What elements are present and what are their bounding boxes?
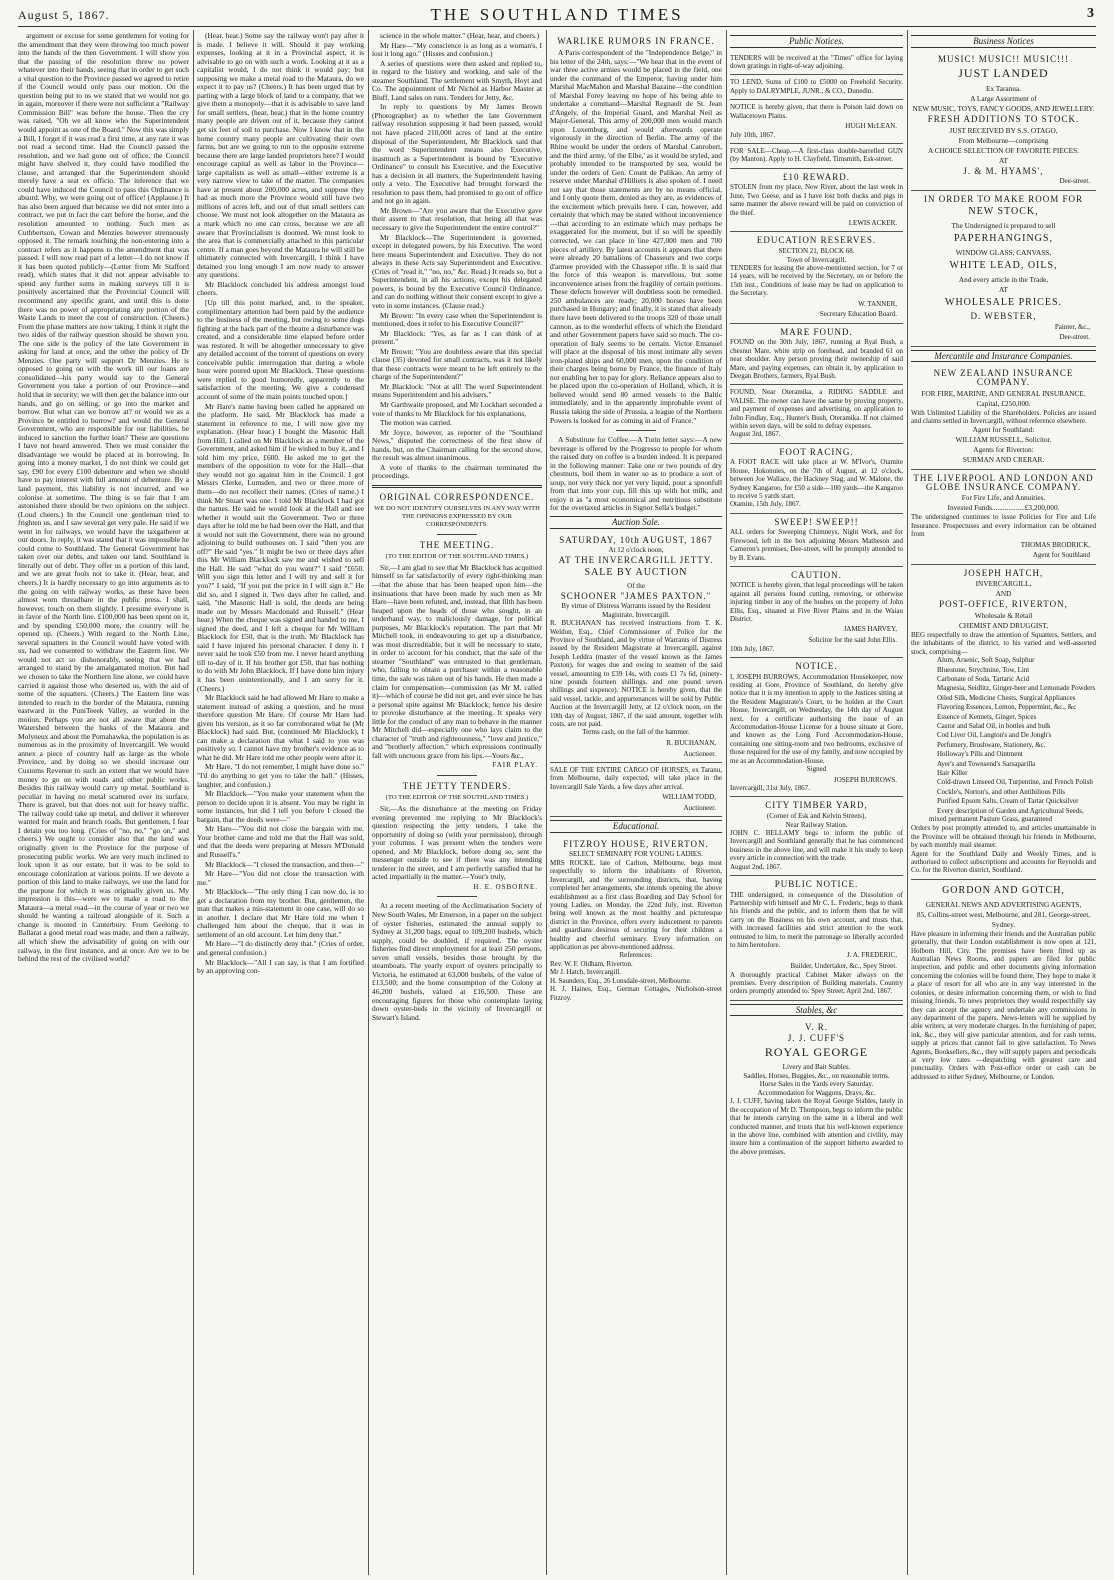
advert-subtitle: SECTION 21, BLOCK 68. xyxy=(778,247,855,256)
news-item: A Substitute for Coffee.—A Turin letter says:—A new beverage is offered by the Progresso to people for whom the raised duty on coffee is a burden indeed. It is prepared in the following manner: Take one or two pounds of dry chestnuts, boil them in water so as to produce a sort of soup, not very thick nor yet very liquid, pour a spoonfull from that into your cup, fill this up with hot milk, and enjoy it as "a most economical and nutritious substitute for the overtaxed articles in Signor Sella's budget." xyxy=(550,435,722,513)
advert-body: Agent for the Southland Daily and Weekly Times, and is authorised to collect subscriptions and accounts for Reynolds and Co. for the Riverton district, Southland. xyxy=(911,849,1096,875)
section-divider xyxy=(372,485,542,488)
advert-subtitle: Livery and Bait Stables. xyxy=(782,1063,851,1072)
article-paragraph: Mr Blacklock concluded his address amongst loud cheers. xyxy=(197,279,364,298)
article-paragraph: Mr Brown: "You are doubtless aware that this special clause (35) devoted for small contracts, was it not likely that these contracts were meant to be left entirely to the charge of the Superintendent?" xyxy=(372,346,542,382)
advert-line: The Undersigned is prepared to sell xyxy=(951,221,1056,231)
reference-item: Mr J. Hatch, Invercargill. xyxy=(550,968,622,977)
advert-title: D. WEBSTER, xyxy=(970,311,1037,322)
article-paragraph: Mr Brown: "In every case when the Superintendent is mentioned, does it refer to his Executive Council?" xyxy=(372,310,542,329)
advert-signature: W. TANNER, xyxy=(858,299,897,308)
article-paragraph: Mr Hare—"You did not close the bargain with me. Your brother came and told me that the Hall was sold, and that the deeds were preparing at Messrs M'Donald and Russell's." xyxy=(197,824,364,859)
advert-signature: Auctioneer. xyxy=(683,803,716,812)
column-2-speech-continued xyxy=(197,32,364,1572)
advert-notice-burrows xyxy=(730,658,903,797)
advert-signature: THOMAS BRODRICK, xyxy=(1020,540,1090,549)
divider xyxy=(616,430,656,431)
advert-signature: Dee-street. xyxy=(1059,333,1090,342)
article-paragraph: Mr Joyce, however, as reporter of the "Southland News," disputed the correctness of the first show of hands, but, on the Chairman calling for the second show, the result was almost unanimous. xyxy=(372,427,542,463)
advert-signature: WILLIAM TODD, xyxy=(662,793,716,802)
advert-title: THE LIVERPOOL AND LONDON AND GLOBE INSURANCE COMPANY. xyxy=(913,473,1094,492)
advert-education-reserves xyxy=(730,232,903,323)
advert-date: Invercargill, 31st July, 1867. xyxy=(730,784,810,793)
section-heading-educational: Educational. xyxy=(550,820,722,833)
advert-body: With Unlimited Liability of the Shareholders. Policies are issued and claims settled in Invercargill, without reference elsewhere. xyxy=(911,408,1096,425)
advert-line: Agent for Southland: xyxy=(972,425,1035,435)
article-paragraph: Mr Blacklock—"The only thing I can now do, is to get a declaration from my brother. But, gentlemen, the man that makes a mis-statement in one case, will do so in another. I declare that Mr Hare told me when I challenged him about the cheque, that it was in settlement of an old account. Let him deny that." xyxy=(197,887,364,939)
advert-joseph-hatch-chemist xyxy=(911,565,1096,880)
advert-title: J. J. CUFF'S xyxy=(787,1032,846,1043)
advert-body: TENDERS will be received at the "Times" office for laying down gratings in right-of-way adjoining. xyxy=(730,53,903,70)
product-item: Ayer's and Townsend's Sarsaparilla xyxy=(937,759,1036,768)
advert-line: By virtue of Distress Warrants issued by the Resident Magistrate, Invercargill. xyxy=(561,602,711,619)
advert-line: INVERCARGILL, xyxy=(975,579,1032,589)
advert-body: FOR SALE—Cheap.—A first-class double-barrelled GUN (by Manton). Apply to H. Clayfield, Timsmith, Esk-street. xyxy=(730,146,903,164)
product-item: Cod Liver Oil, Langton's and De Jongh's xyxy=(937,731,1052,740)
article-paragraph: Mr Blacklock said he had allowed Mr Hare to make a statement instead of asking a question, and he must therefore question Mr Hare. Of course Mr Hare had given his version, as it so far corroborated what he (Mr Blacklock) had said. But, (continued Mr Blacklock), I can make a declaration that what I said to you was positively so. I cannot have my brother's evidence as to what he did. Mr Hare told me other people were after it. xyxy=(197,693,364,762)
advert-subtitle: FOR FIRE, MARINE, AND GENERAL INSURANCE. xyxy=(921,388,1086,398)
advert-line: Ex Taranua. xyxy=(985,84,1021,94)
advert-line: At 12 o'clock noon, xyxy=(608,546,664,555)
letter-body: Sir,—As the disturbance at the meeting on Friday evening prevented me replying to Mr Blacklock's question respecting the jetty tenders, I take the opportunity of doing so (with your permission), through your columns. I was present when the tenders were opened, and Mr Blacklock, before doing so, sent the messenger outside to see if there was any intending tenderer in the street, and I am perfectly satisfied that he acted impartially in the matter.—Your's truly, xyxy=(372,804,542,882)
advert-auction-schooner xyxy=(550,532,722,764)
advert-title: PAPERHANGINGS, xyxy=(954,233,1053,245)
column-rule xyxy=(193,30,194,1575)
advert-date: Otamite, 15th July, 1867. xyxy=(730,500,801,509)
advert-line: Agents for Riverton: xyxy=(973,445,1034,455)
advert-title: PUBLIC NOTICE. xyxy=(774,879,859,890)
product-item: Cold-drawn Linseed Oil, Turpentine, and French Polish xyxy=(937,778,1093,787)
product-item: Carbonate of Soda, Tartaric Acid xyxy=(937,674,1030,683)
advert-body: A FOOT RACE will take place at W. M'Ivor's, Otamite House, Hokonuies, on the 7th of August, at 12 o'clock, between Joe Wallace, the Hackney Stag, and W. Malone, the Sydney Kangaroo, for £50 a side—100 yards—the Kangaroo to receive 5 yards start. xyxy=(730,458,903,500)
advert-title: SWEEP! SWEEP!! xyxy=(774,516,859,527)
advert-body: JOHN C. BELLAMY begs to inform the public of Invercargill and Southland generally that he has commenced business in the above line, and will make it his study to keep every article in connection with the trade. xyxy=(730,829,903,863)
advert-title: NEW STOCK, xyxy=(968,206,1039,218)
article-paragraph: A series of questions were then asked and replied to, in regard to the history and working, and sale of the steamer Southland. The settlement with Smyth, Hoyt and Co. The appointment of Mr Nichol as Harbor Master at Bluff. Land sales on runs. Tenders for Jetty, &c. xyxy=(372,58,542,102)
column-4 xyxy=(550,32,722,1572)
article-paragraph: Mr Hare, "I do not remember, I might have done so." "I'd do anything to get you to take the hall." (Hisses, laughter, and confusion.) xyxy=(197,762,364,789)
advert-signature: Solicitor for the said John Ellis. xyxy=(808,636,897,645)
article-paragraph: Mr Hare—"My conscience is as long as a woman's, I lost it long ago." (Hisses and confusion.) xyxy=(372,40,542,59)
advert-line: SURMAN AND CRERAR. xyxy=(962,455,1045,465)
advert-line: Town of Invercargill. xyxy=(786,255,847,264)
product-item: Magnesia, Seidlitz, Ginger-beer and Lemonade Powders xyxy=(937,684,1096,693)
advert-body: J. J. CUFF, having taken the Royal George Stables, lately in the occupation of Mr D. Thompson, begs to inform the public that he intends carrying on the same in a liberal and well conducted manner, and trusts that his well-known experience in the above line, combined with attention and civility, may insure him a continuation of the support hitherto awarded to the above premises. xyxy=(730,1097,903,1156)
advert-line: AND xyxy=(995,589,1012,599)
advert-title: JUST LANDED xyxy=(958,66,1049,81)
advert-line: A Large Assortment of xyxy=(970,94,1037,104)
product-item: Every description of Garden and Agricultural Seeds, mixed permanent Pasture Grass, guaranteed xyxy=(929,806,1084,823)
advert-signature: Builder, Undertaker, &c., Spey Street. xyxy=(790,961,897,970)
letter-addressee: (TO THE EDITOR OF THE SOUTHLAND TIMES.) xyxy=(385,794,529,802)
advert-gun-for-sale xyxy=(730,144,903,169)
advert-line: Horse Sales in the Yards every Saturday. xyxy=(759,1080,874,1089)
advert-line: WINDOW GLASS, CANVASS, xyxy=(955,248,1052,258)
advert-line: And every article in the Trade, xyxy=(958,275,1049,285)
correspondence-heading: ORIGINAL CORRESPONDENCE. xyxy=(379,491,535,502)
article-paragraph: Mr Hare—"You did not close the transaction with me." xyxy=(197,869,364,887)
advert-body: MRS ROCKE, late of Carlton, Melbourne, begs most respectfully to inform the inhabitants of Riverton, Invercargill, and the surrounding districts, that, having completed her arrangements, she intends opening the above establishment as a first class Boarding and Day School for young Ladies, on Monday, the 22nd July, inst. Riverton being well known as the most healthy and picturesque district in the Province, offers every inducement to parents and guardians desirous of securing for their children a healthy and cheerful seminary. Every information on application as per above-mentioned address. xyxy=(550,858,722,952)
advert-title: MUSIC! MUSIC!! MUSIC!!! xyxy=(937,53,1069,64)
advert-body: I, JOSEPH BURROWS, Accommodation Housekeeper, now residing at Gore, Province of Southland, do hereby give notice that it is my intention to apply to the Justices sitting at the Resident Magistrate's Court, to be holden at the Court House, Invercargill, on Wednesday, the 14th day of August next, for a certificate authorising the issue of an Accommodation-House License for a house situate at Gore, and known as the Long Ford Accommodation-House, containing one sitting-room and two bedrooms, exclusive of those required for the use of my family, and now occupied by me as an Accommodation-House. xyxy=(730,672,903,765)
advert-date: SATURDAY, 10th AUGUST, 1867 xyxy=(559,534,713,545)
masthead xyxy=(18,6,1096,27)
issue-date: August 5, 1867. xyxy=(18,8,110,22)
article-paragraph: A Paris correspondent of the "Independence Belge," in his letter of the 24th, says:—"We hear that in the event of war three active armies would be placed in the field, one under the command of the Emperor, having under him Marshal MacMahon and Marshal Bazaine—the condition of Marshal Forey leaving no hope of his being able to undertake a command—Marshal Regnault de St. Jean d'Angely, of the Imperial Guard, and Marshal Neil as Major-General. This army of 200,000 men would march upon Luxemburg, and would afterwards operate vigorously in the direction of Berlin. The army of the Rhine would be under the orders of Marshal Canrobert, and the third army, 'of the Elbe,' as it would be styled, and probably intended to be transported by sea, would be under the orders of Gen. Count de Palikao. An army of reserve under Marshal d'Hilliers is also spoken of. I need not say that those statements are by no means official, and I only quote them, denied as they are, as evidences of the excitement which prevails here. I can, however, add certainly that which may be stated without inconvenience—that according to an estimate which may perhaps be exaggerated for the moment, but if so will be speedily corrected, we can place in line 427,000 men and 700 pieces of artillery. By latest accounts it appears that there were already 20 battalions of Chasseurs and two corps d'armee provided with the Chassepot rifle. It is said that the force of this weapon is marvellous, but some inconvenience arises from the fragility of certain portions. These defects however will doubtless soon be remedied. 250 ambulances are ready; 20,000 horses have been purchased in Hungary; and finally, it is stated that already there have been delivered to the troops 320 of those small cannon, as to the wonderful effects of which the Etendard and other Government papers have said so much. The co-operation of Italy seems to be certain. Victor Emanuel will place at the disposal of his most intimate ally seven iron-plated ships and 60,000 men, upon the condition of their charges being borne by France, the finance of Italy not enabling her to pay for glory. Reliance appears also to be placed upon the co-operation of Holland, which, it is believed would send 80 armed vessels to the Baltic immediately, and in the apparently improbable event of Russia taking the side of Prussia, a league of the Northern Powers is looked for as coming in aid of France." xyxy=(550,48,722,425)
advert-body: NOTICE is hereby given, that legal proceedings will be taken against all persons found cutting, removing, or otherwise injuring timber in any of the bushes on the property of John Ellis, Esq., situated at Five River Plains and in the Waiau District. xyxy=(730,581,903,624)
advert-hyams-music xyxy=(911,51,1096,191)
divider xyxy=(437,896,477,897)
product-item: Flavoring Essences, Lemon, Peppermint, &c., &c xyxy=(937,703,1077,712)
advert-horse-sale xyxy=(550,763,722,817)
reference-item: H. Saunders, Esq., 26 Lonsdale-street, Melbourne. xyxy=(550,976,692,985)
advert-title: SALE BY AUCTION xyxy=(584,567,688,579)
news-item: At a recent meeting of the Acclimatisation Society of New South Wales, Mr Emerson, in a paper on the subject of oyster fisheries, estimated the annual supply to Sydney at 31,200 bags, equal to 109,200 bushels, which supply, could be doubled, if required. The oyster fisheries find direct employment for at least 250 persons, seven small vessels, besides those brought by the steamboats. The yearly export of oysters principally to Victoria, he estimated at 63,000 bushels, of the value of £13,500; and the home consumption of the Colony at 46,200 bushels, valued at £16,500. These are encouraging figures for those who contemplate laying down oyster-beds in the vicinity of Invercargill or Stewart's Island. xyxy=(372,901,542,1022)
column-3 xyxy=(372,32,542,1572)
article-paragraph: In reply to questions by Mr James Brown (Photographer) as to whether the late Government railway resolution supposing it had been passed, would not have placed 210,000 acres of land at the entire disposal of the Superintendent, Mr Blacklock said that the word Superintendent means also Executive, inasmuch as a Superintendent is bound by "Executive Ordinance" to consult his Executive, and the Executive has a decision in all matters, the Superintendent having only a veto. The Executive had brought forward the resolution to pass them, had promised to go out of office and not go in again. xyxy=(372,102,542,206)
advert-body: SALE OF THE ENTIRE CARGO OF HORSES, ex Taranu, from Melbourne, daily expected, will take place in the Invercargill Sale Yards, a few days after arrival. xyxy=(550,766,722,791)
advert-subtitle: (Corner of Esk and Kelvin Streets), xyxy=(766,812,867,820)
product-item: Holloway's Pills and Ointment xyxy=(937,750,1023,759)
article-paragraph: argument or excuse for some gentlemen for voting for the amendment that they were throwing too much power into the hands of the then Government. I will show you that the passing of the resolution threw no power whatever into their hands, seeing that in order to get such a vital question to the Province passed we agreed to retire if the Council would only pass our motion. On the question being put to us we stated that we would not go in again, moreover if there were not sufficient a "Railway Commission Bill" was before the house. Then the cry was raised, "Oh we all know who the Superintendent would appoint as one of the Board." Now this was simply a Bill, I forget if it was read a first time, at any rate it was not read a second time. Had the Council passed the resolution, and we had gone out of office, the Council might have shelved it, they could have modified the clause, and arranged that the Superintendent should merely have a seat ex officio. The inference that we could have induced the Council to pass this Ordinance is absurd. Why, we were going out of office! (Applause.) It has also been argued that because we did not enter into a contract, we put in fact the cart before the horse, and the resolution amounted to nothing. Such men as Cuthbertson, Cowan and Menzies however strenuously opposed it. The remark touching the non-entering into a contract refers as it happens to the amendment that was passed. I will now read part of a letter—I do not know if it has been quoted publicly—(Letter from Mr Stafford read), which states that it did not appear advisable to spend any further sums in making surveys till it is positively ascertained that the Provincial Council will recommend any specific grant, and until this is done there was no power of appropriating any portion of the Waste Lands to meet the cost of construction. (Cheers.) From the phase matters are now taking, I think it right the two sides of the railway question should be shown you. The one side is the policy of the late Government in asking for land at once, and the other the policy of Dr Menzies. One party will support Dr Menzies. He is opposed to going on with the work till our loans are consolidated—his party would say to the General Government you take a portion of our Province—and hold that in security; we will then get the balance into our hands, and go on selling, or go into the market and borrow. But what can we borrow at? or would we as a Province be entitled to borrow? and would the General Government, who are responsible for our liabilities, be induced to sanction the further loan? These are questions I have not heard answered. Then we must consider the disadvantage we would be placed at in borrowing. In going into a money market, I do not think we could get say, £90 for every £100 debenture and when we should have to pay interest with full amount of debenture. By a land payment, this liability is not incurred, and we colonise at sometime. The thing is so fair that I am astonished there should be two opinions on the subject. (Loud cheers.) In the Council one gentleman tried to frighten us, and I saw several get very pale. He said if we went in for railways, we would have the taxgatherer at our doors. In reply, it was stated that it was impossible he could come to Southland. The General Government has taken over our debts, and taken our land. Southland is literally out of debt. They offer us a portion of this land, and we are great fools not to take it. (Hear, hear, and cheers.) It is hardly necessary to go into arguments as to the going on with railway works, as these have been almost worn threadbare in the public press. I shall, however, touch on them slightly. I presume everyone is in favor of the North line. £100,000 has been spent on it, and by spending £50,000 more, the country will be opened up. (Cheers.) With regard to the North Line, several squatters in the Council would have voted with us, had we consented to withdraw the Eastern line. We would not act so dishonorably, seeing that we had arranged to stand by the amalgamated motion. But had we chosen to take the Northern line alone, we could have carried it against those who deserted us, with the aid of some of the squatters. (Cheers.) The Eastern line was intended to reach to the border of the Mataura, running eastward in the PuniTeeek Valley, as worded in the motion. Perhaps you are not all aware that about the Watershed between the banks of the Mataura and Molyneux and about the Pomahawka, the population is as numerous as in the proximity of Invercargill. We would annex a piece of country half as large as the whole Province, and by doing so we should increase our Customs Revenue to such an extent that we would have money to go on with roads and other public works. Besides this railway would carry up metal. Southland is peculiar in having no metal scattered over its surface. There is gravel, but that does not suit for heavy traffic. The railway could take up metal, and deliver it wherever wanted for main and branch roads. But gentlemen, I fear I detain you too long. (Cries of "no, no," "go on," and cheers.) We ought to consider also that the land was originally given to the Province for the purpose of prosecuting public works. We are very much inclined to look upon it as our estate, but it was to be sold to encourage colonization at various points. If we devote a portion of this land to make railways, we use the land for the purpose for which it was originally given us. My impression is this—were we to make a road to the Mataura—a metal road—in the course of year or two we should be wanting a railroad alongside of it. Such a change is mooted in Canterbury. From Geelong to Ballarat a good metal road was made, and then a railway, all which shew the advisability of going on with our railway, in the first instance, and at once. Are we to be behind the rest of the civilised world? xyxy=(18,32,189,964)
article-paragraph: Mr Blacklock—"All I can say, is that I am fortified by an approving con- xyxy=(197,957,364,976)
article-paragraph: Mr Hare's name having been called he appeared on the platform. He said, Mr Blacklock has made a statement in reference to me, I will now give my explanation. (Hear hear.) I bought the Masonic Hall from Hill, I called on Mr Blacklock as a member of the Government, and asked him if he wished to buy it, and I told him my price, £600. He asked me to get the members of the opposition to vote for the Hall—that they would not go against him in the Council. I got Messrs Clerke, Lumsden, and two or three more of them—do not recollect their names. (Cries of name.) I think Mr Stuart was one. I told Mr Blacklock I had got the names. He said he would look at the Hall and see whether it would suit the Government. Two or three days after he told me he had been over the Hall, and that it would not suit the Government, there was no ground adjoining to build outhouses on. I said "then you are off?" He said "yes." It might be two or three days after this Mr William Blacklock saw me and wished to sell the Hall. He said "what do you want?" I said "£650. Will you sign this letter and I will try and sell it for you?" I said, "If you put the price in I will sign it." He did so, and I signed it. Two days after he called, and said, "the Masonic Hall is sold, the deeds are being made out by Messrs Macdonald and Russell." (Hear hear.) When the cheque was signed and handed to me, I signed the deed, and I left a cheque for Mr William Blacklock for £50, that is the truth. Mr Blacklock has said I have injured his personal character. I deny it. I never said he took £50 from me. I never heard anything till to-day of it. If his brother got £50, that has nothing to do with Mr John Blacklock. If I have done him injury it has been unintentionally, and I am sorry for it. (Cheers.) xyxy=(197,401,364,693)
advert-line: Of the xyxy=(627,582,645,591)
advert-title: EDUCATION RESERVES. xyxy=(756,235,877,246)
advert-line: Near Railway Station. xyxy=(785,820,848,829)
advert-line: Wholesale & Retail xyxy=(974,610,1033,620)
advert-signature: JOSEPH BURROWS. xyxy=(833,775,897,784)
article-paragraph: science in the whole matter." (Hear, hear, and cheers.) xyxy=(380,32,540,40)
column-rule xyxy=(907,30,908,1575)
advert-subtitle: For Fire Life, and Annuities. xyxy=(961,493,1046,503)
advert-line: WILLIAM RUSSELL, Solicitor. xyxy=(955,435,1052,445)
reference-item: H. J. Haines, Esq., German Cottages, Nicholson-street Fitzroy. xyxy=(550,985,722,1002)
advert-title: FOOT RACING. xyxy=(779,446,854,457)
divider xyxy=(437,534,477,535)
advert-sweep xyxy=(730,514,903,567)
advert-subtitle: GENERAL NEWS AND ADVERTISING AGENTS, xyxy=(925,899,1082,909)
advert-title: POST-OFFICE, RIVERTON, xyxy=(939,599,1068,610)
advert-foot-racing xyxy=(730,444,903,514)
letter-addressee: (TO THE EDITOR OF THE SOUTHLAND TIMES.) xyxy=(385,552,529,560)
advert-title: IN ORDER TO MAKE ROOM FOR xyxy=(924,193,1083,204)
advert-date: July 10th, 1867. xyxy=(730,130,776,139)
advert-city-timber-yard xyxy=(730,797,903,876)
advert-signature: Auctioneer. xyxy=(683,749,716,758)
advert-gordon-and-gotch xyxy=(911,880,1096,1085)
advert-body: BEG respectfully to draw the attention of Squatters, Settlers, and the inhabitants of the district, to his varied and well-assorted stock, comprising— xyxy=(911,630,1096,656)
column-rule xyxy=(368,30,369,1575)
advert-line: Capital, £250,000. xyxy=(976,398,1031,408)
product-item: Hair Killer xyxy=(937,768,968,777)
advert-body: Have pleasure in informing their friends and the Australian public generally, that their London establishment is now open at 121, Holborn Hill, City. The premises have been fitted up as Australian News Rooms, and papers are filed for public inspection, and public and other documents giving information concerning the colonies will be found there. They hope to make it a place of resort for all who are in any way interested in the colonies, or desire information concerning them, or wish to find missing friends. To news proprietors they would respectfully say they can accept the agency and undertake any commissions in any department of the papers. News-letters will be supplied by able writers, at very moderate charges. In the furnishing of paper, ink, &c., they will give particular attention, and for cash terms, supply at prices that cannot fail to give satisfaction. To News Agents, Booksellers, &c., they will supply papers and periodicals at very low rates —despatching with greatest care and punctuality. Orders with Post-office order or cash can be addressed to either Sydney, Melbourne, or London. xyxy=(911,929,1096,1081)
product-item: Perfumery, Brushware, Stationery, &c. xyxy=(937,740,1046,749)
product-item: Cockle's, Norton's, and other Antibilious Pills xyxy=(937,787,1065,796)
section-heading-insurance: Mercantile and Insurance Companies. xyxy=(911,350,1096,363)
advert-body: THE undersigned, in consequence of the Dissolution of Partnership with himself and Mr C. L. Frederic, begs to thank his friends and the public, and to inform them that he will carry on the Business on his own account, and trusts that, with increased facilities and strict attention to the work entrusted to him, to merit the patronage so liberally accorded to him heretofore. xyxy=(730,890,903,950)
article-paragraph: The motion was carried. xyxy=(380,418,452,428)
advert-date: 10th July, 1867. xyxy=(730,644,775,653)
advert-title: GORDON AND GOTCH, xyxy=(942,884,1065,896)
section-heading-public-notices: Public Notices. xyxy=(730,35,903,48)
advert-body: NOTICE is hereby given, that there is Poison laid down on Wallacetown Plains. xyxy=(730,103,903,120)
product-item: Castor and Salad Oil, in bottles and bulk xyxy=(937,721,1051,730)
advert-saddle-found xyxy=(730,385,903,443)
article-paragraph: Mr Blacklock—"You make your statement when the person to decide upon it is absent. You may be right in some instances, but did I tell you before I closed the bargain, that the deeds were—" xyxy=(197,789,364,824)
column-1-speech-continued xyxy=(18,32,189,1572)
advert-title: J. & M. HYAMS', xyxy=(963,165,1044,176)
article-paragraph: Mr Garthwaite proposed, and Mr Lockhart seconded a vote of thanks to Mr Blacklock for his explanations, xyxy=(372,399,542,418)
advert-body: R. BUCHANAN has received instructions from T. K. Weldon, Esq., Chief Commissioner of Police for the Province of Southland, and by virtue of Warrants of Distress issued by the Resident Magistrate at Invercargill, against Joseph Leddra (master of the vessel known as the James Paxton), for wages due and owing to seamen of the said vessel, amounting to £39 14s, with costs £1 7s 6d, (ninety-nine pounds fourteen shillings, and one pound seven shillings and sixpence). NOTICE is hereby given, that the said vessel, tackle, and appurtenances will be sold by Public Auction at the Invercargill Jetty, at 12 o'clock noon, on the 10th day of August, 1867, if the said amount, together with costs, are not paid. xyxy=(550,619,722,729)
article-paragraph: Mr Blacklock: "Yes, as far as I can think of at present." xyxy=(372,328,542,347)
advert-date: August 3rd, 1867. xyxy=(730,430,781,439)
advert-date: August 2nd, 1867. xyxy=(730,862,782,871)
column-rule xyxy=(546,30,547,1575)
advert-body: A thoroughly practical Cabinet Maker always on the premises. Every description of Building materials. Country orders promptly attended to. Spey Street, April 2nd, 1867. xyxy=(730,970,903,996)
advert-line: AT xyxy=(999,155,1008,165)
product-item: Oiled Silk, Medicine Chests, Surgical Appliances xyxy=(937,693,1076,702)
article-heading: WARLIKE RUMORS IN FRANCE. xyxy=(557,36,715,46)
advert-title: WHITE LEAD, OILS, xyxy=(949,260,1058,272)
letter-heading: THE JETTY TENDERS. xyxy=(402,781,512,792)
advert-signature: JAMES HARVEY, xyxy=(843,625,897,634)
advert-title: MARE FOUND. xyxy=(780,326,853,337)
advert-title: FITZROY HOUSE, RIVERTON. xyxy=(563,838,709,849)
article-paragraph: Mr Blacklock—The Superintendent is governed, except in delegated powers, by his Executive. The word here means Superintendent and Executive. They do not always in these Acts say Superintendent and Executive. (Cries of "read it," "no, no," &c. Read.) It reads so, but a Superintendent, in all his actions, except his delegated powers, is bound by the Executive Council Ordinance, and can do nothing without their consent except to give a veto in some instances. (Clause read.) xyxy=(372,232,542,310)
advert-line: CHEMIST AND DRUGGIST, xyxy=(958,620,1049,630)
advert-title: FRESH ADDITIONS TO STOCK. xyxy=(927,114,1080,125)
advert-mare-found xyxy=(730,324,903,386)
advert-line: References: xyxy=(619,951,653,960)
advert-liverpool-london-globe xyxy=(911,470,1096,564)
advert-signature: HUGH McLEAN. xyxy=(845,121,897,130)
product-item: Bluestone, Strychnine, Tow, Lint xyxy=(937,665,1030,674)
newspaper-title: THE SOUTHLAND TIMES xyxy=(430,5,684,24)
advert-title: NOTICE. xyxy=(795,660,838,671)
advert-signature: Painter, &c., xyxy=(1054,322,1090,331)
product-item: Alum, Arsenic, Soft Soap, Sulphur xyxy=(937,656,1035,665)
correspondence-disclaimer: WE DO NOT IDENTIFY OURSELVES IN ANY WAY WITH THE OPINIONS EXPRESSED BY OUR CORRESPONDENTS. xyxy=(374,504,540,528)
advert-webster-paperhangings xyxy=(911,191,1096,347)
section-heading-auction: Auction Sale. xyxy=(550,516,722,529)
advert-body: Orders by post promptly attended to, and articles unattainable in the Province will be obtained through his friends in Melbourne, by each monthly mail steamer. xyxy=(911,824,1096,850)
advert-title: CITY TIMBER YARD, xyxy=(765,800,868,811)
advert-signature: Secretary Education Board. xyxy=(819,310,897,319)
advert-line: Terms cash, on the fall of the hammer. xyxy=(582,728,690,737)
advert-signature: R. BUCHANAN, xyxy=(666,738,716,747)
advert-line: SCHOONER "JAMES PAXTON." xyxy=(560,590,712,601)
advert-body: STOLEN from my place, New River, about the last week in June, Two Geese, and as I have lost both ducks and pigs in same manner the above reward will be paid on conviction of the thief. xyxy=(730,183,903,217)
advert-line: AT xyxy=(999,285,1008,295)
advert-title: WHOLESALE PRICES. xyxy=(945,297,1062,309)
product-item: Essence of Kennets, Ginger, Spices xyxy=(937,712,1037,721)
advert-fitzroy-house xyxy=(550,836,722,1006)
advert-to-lend xyxy=(730,75,903,100)
advert-signature: Agent for Southland xyxy=(1032,551,1090,560)
advert-tenders xyxy=(730,51,903,76)
advert-reward xyxy=(730,169,903,233)
advert-caution xyxy=(730,567,903,658)
letter-body: Sir,—I am glad to see that Mr Blacklock has acquitted himself so far satisfactorily of every right-thinking man—that the abuse that has been heaped upon him—the insinuations that have been made by such men as Mr Hare—have been refuted, and, instead, that filth has been heaped upon the heads of those who sought, in an underhand way, to maliciously damage, for political purposes, Mr Blacklock's reputation. The part that Mr Mitchell took, in endeavouring to get up a disturbance, was most discreditable, but it will be necessary to state, in order to account for his conduct, that the sale of the steamer "Southland" was entrusted to that gentleman, who, failing to obtain a purchaser within a reasonable time, the sale was taken out of his hands. He then made a claim for compensation—commission (as Mr M. called it)—which of course he did not get, and ever since he has a personal spite against Mr Blacklock; hence his desire to provoke disturbance at the meeting. It speaks very little for the conduct of any man to behave in the manner Mr Mitchell did—especially one who lays claim to the character of "truth and righteousness," "love and justice," and "brotherly affection," which expressions continually fall with unctuous grace from his lips.—Yours &c., xyxy=(372,562,542,760)
advert-title: £10 REWARD. xyxy=(783,171,850,182)
advert-royal-george-stables xyxy=(730,1019,903,1160)
advert-signature: Dee-street. xyxy=(1059,177,1090,186)
advert-line: From Melbourne—comprising xyxy=(958,135,1049,145)
article-paragraph: (Hear, hear.) Some say the railway won't pay after it is made. I believe it will. Should it pay working expenses, looking at it in a Provincial aspect, it is advisable to go on with such a work. Looking at it as a capitalist would, I do not think it would pay; but supposing we make a metal road to the Mataura, do we expect it to pay us? (Cheers.) It has been urged that by parting with a large block of land to a company, that we give them a monopoly—that it is advisable to save land for small settlers, (hear, hear,) that in the home country many people are driven out of it, because they cannot get six feet of soil to purchase. Now I know that in the home country many people are cultivating their own farms, but are we going to run to the opposite extreme because there are large landed proprietors here? I would encourage capital as well as labor in the Province—large capitalists as well as small—either extreme is a very narrow view to take of the matter. The companies have at present about 200,000 acres, and suppose they had as much more the Province would still have two millions of acres left, and out of that small settlers can choose. We must not look altogether on the Mataura as a mark which no one can cross, because we are all aware that Provincialism is doomed. We must look to the area that is commercially attached to this particular centre. If a man goes beyond the Mataura he will still be ultimately connected with Invercargill, I think I have detained you long enough I am now ready to answer any questions. xyxy=(197,32,364,280)
article-paragraph: [Up till this point marked, and, to the speaker, complimentary attention had been paid by the audience to the business of the meeting, but owing to some dogs fighting at the back part of the theatre a disturbance was created, and a considerable time elapsed before order was restored. It will be altogether unnecessary to give any detailed account of the torrent of questions on every conceivable public interrogation that during a whole hour were poured upon Mr Blacklock. These questions were replied to good humoredly, apparently to the satisfaction of the meeting. We give a condensed account of some of the main points touched upon.] xyxy=(197,297,364,401)
advert-line: NEW MUSIC, TOYS, FANCY GOODS, AND JEWELLERY. xyxy=(912,104,1095,114)
advert-nz-insurance xyxy=(911,365,1096,470)
advert-line: 85, Collins-street west, Melbourne, and 281, George-street, Sydney. xyxy=(916,909,1091,929)
letter-heading: THE MEETING. xyxy=(419,539,495,550)
divider xyxy=(437,775,477,776)
advert-poison-notice xyxy=(730,100,903,144)
advert-title: NEW ZEALAND INSURANCE COMPANY. xyxy=(933,368,1074,388)
advert-title: ROYAL GEORGE xyxy=(764,1045,869,1060)
advert-line: JUST RECEIVED BY S.S. OTAGO, xyxy=(949,125,1058,135)
advert-body: FOUND on the 30th July, 1867, running at Ryal Bush, a chesnut Mare, white strip on forehead, and branded 61 on near shoulder. Any person proving their ownership of said Mare, and paying expenses, can obtain it, by application to Deegan Brothers, farmers, Ryal Bush. xyxy=(730,338,903,380)
advert-title: CAUTION. xyxy=(791,569,842,580)
advert-line: Signed xyxy=(806,765,827,773)
advert-subtitle: SELECT SEMINARY FOR YOUNG LADIES. xyxy=(569,850,703,859)
section-heading-business-notices: Business Notices xyxy=(911,35,1096,48)
advert-line: Saddles, Horses, Buggies, &c., on reasonable terms. xyxy=(743,1071,890,1080)
section-heading-stables: Stables, &c xyxy=(730,1004,903,1017)
article-paragraph: Mr Brown—"Are you aware that the Executive gave their assent to that resolution, that being all that was necessary to give the Superintendent the entire control?" xyxy=(372,205,542,233)
column-6-business-notices xyxy=(911,32,1096,1572)
article-paragraph: A vote of thanks to the chairman terminated the proceedings. xyxy=(372,462,542,481)
letter-signature: H. E. OSBORNE. xyxy=(473,882,538,891)
advert-body: TENDERS for leasing the above-mentioned section, for 7 or 14 years, will be received by the Secretary, on or before the 15th inst., Conditions of lease may be had on application to the Secretary. xyxy=(730,264,903,298)
letter-signature: FAIR PLAY. xyxy=(492,761,538,770)
product-item: Purified Epsom Salts, Cream of Tartar Quicksilver xyxy=(937,797,1079,806)
advert-title: JOSEPH HATCH, xyxy=(963,567,1044,578)
article-paragraph: Mr Blacklock—"I closed the transaction, and then—" xyxy=(205,859,364,869)
article-paragraph: Mr Blacklock: "Not at all! The word Superintendent means Superintendent and his advisers." xyxy=(372,381,542,400)
advert-signature: J. A. FREDERIC, xyxy=(847,951,897,960)
advert-public-notice-frederic xyxy=(730,876,903,1001)
advert-body: The undersigned continues to issue Policies for Fire and Life Insurance. Prospectuses and every information can be obtained from xyxy=(911,513,1096,539)
advert-line: A CHOICE SELECTION OF FAVORITE PIECES. xyxy=(928,145,1079,155)
reference-item: Rev. W. F. Oldham, Riverton. xyxy=(550,959,633,968)
column-rule xyxy=(726,30,727,1575)
advert-line: Invested Funds..................£3,200,000. xyxy=(947,503,1060,513)
advert-line: V. R. xyxy=(804,1022,829,1033)
advert-line: AT THE INVERCARGILL JETTY. xyxy=(558,554,714,565)
advert-body: ALL orders for Sweeping Chimneys, Night Work, and for Firewood, left in the box adjoining Messrs Matheson and Cameron's premises, Dee-street, will be promptly attended to by B. Evans. xyxy=(730,528,903,562)
column-5-public-notices xyxy=(730,32,903,1572)
advert-line: Accommodation for Waggons, Drays, &c. xyxy=(757,1088,876,1097)
advert-signature: LEWIS ACKER. xyxy=(848,218,897,227)
article-paragraph: Mr Hare—"I do distinctly deny that." (Cries of order, and general confusion.) xyxy=(197,939,364,957)
advert-body: FOUND, Near Oteramika, a RIDING SADDLE and VALISE. The owner can have the same by proving property, and payment of expenses and advertising, on application to John Findlay, Esq., Hunter's Bush, Oteramika. If not claimed within seven days, will be sold to defray expenses. xyxy=(730,388,903,430)
page-number: 3 xyxy=(1087,6,1094,21)
advert-body: TO LEND, Sums of £100 to £5000 on Freehold Security. Apply to DALRYMPLE, JUNR., & CO., Dunedin. xyxy=(730,78,903,95)
